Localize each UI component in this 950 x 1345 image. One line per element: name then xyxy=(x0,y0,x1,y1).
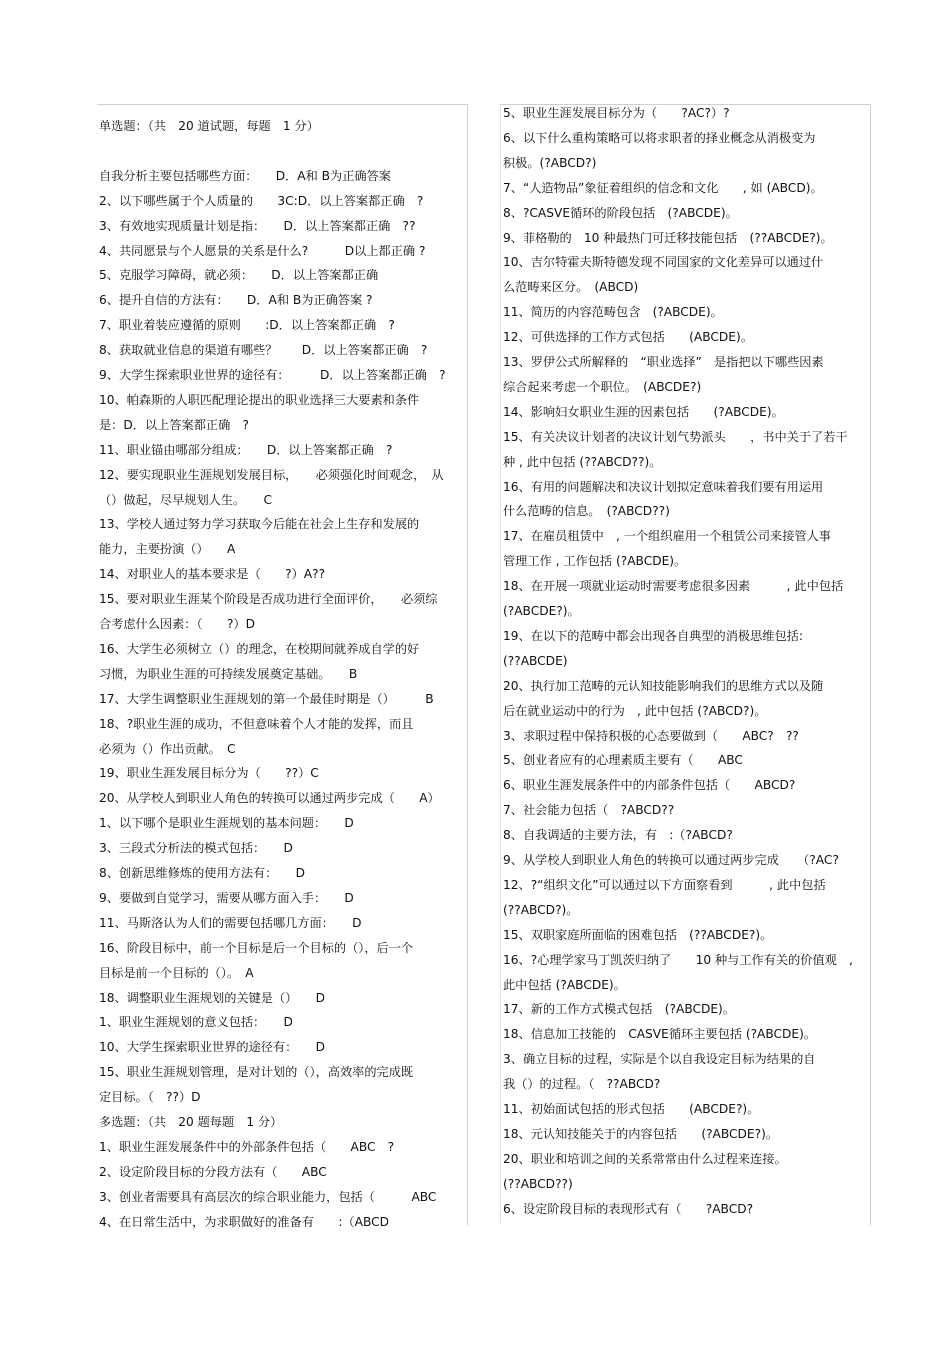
text-line: 积极。(?ABCD?) xyxy=(503,155,597,170)
text-line: 18、元认知技能关于的内容包括 (?ABCDE?)。 xyxy=(503,1126,779,1141)
text-line: 7、社会能力包括（ ?ABCD?? xyxy=(503,803,675,818)
text-line: 习惯，为职业生涯的可持续发展奠定基础。 B xyxy=(99,666,358,681)
text-line: 2、设定阶段目标的分段方法有（ ABC xyxy=(99,1164,327,1179)
text-line: 14、影响妇女职业生涯的因素包括 (?ABCDE)。 xyxy=(503,404,784,419)
text-line: 么范畴来区分。 (ABCD) xyxy=(503,280,639,295)
text-line: 定目标。（ ??）D xyxy=(99,1090,201,1105)
text-line: 17、在雇员租赁中 , 一个组织雇用一个租赁公司来接管人事 xyxy=(503,529,831,544)
text-line: 3、有效地实现质量计划是指： D．以上答案都正确 ?? xyxy=(99,218,416,233)
text-line: 9、从学校人到职业人角色的转换可以通过两步完成 （?AC? xyxy=(503,853,839,867)
text-line: 此中包括 (?ABCDE)。 xyxy=(503,977,626,992)
text-line: 3、三段式分析法的模式包括： D xyxy=(99,841,293,856)
text-line: 7、职业着装应遵循的原则 :D．以上答案都正确 ? xyxy=(99,318,395,333)
text-line: 必须为（）作出贡献。 C xyxy=(99,741,236,756)
text-line: 10、帕森斯的人职匹配理论提出的职业选择三大要素和条件 xyxy=(99,392,420,407)
text-line: 12、要实现职业生涯规划发展目标， 必须强化时间观念， 从 xyxy=(99,467,444,482)
text-line: 6、职业生涯发展条件中的内部条件包括（ ABCD? xyxy=(503,778,796,793)
text-line: 4、在日常生活中，为求职做好的准备有 :（ABCD xyxy=(99,1214,389,1229)
text-line: (??ABCD??) xyxy=(503,1176,573,1191)
text-line: 9、大学生探索职业世界的途径有： D．以上答案都正确 ? xyxy=(99,368,446,382)
text-line: (?ABCDE?)。 xyxy=(503,604,580,618)
text-line xyxy=(99,141,467,161)
text-line: 8、?CASVE循环的阶段包括 (?ABCDE)。 xyxy=(503,205,738,220)
text-line: 16、有用的问题解决和决议计划拟定意味着我们要有用运用 xyxy=(503,479,824,494)
text-line: 5、创业者应有的心理素质主要有（ ABC xyxy=(503,753,743,768)
text-line: 8、获取就业信息的渠道有哪些？ D．以上答案都正确 ? xyxy=(99,343,428,358)
text-line: 2、以下哪些属于个人质量的 3C:D．以上答案都正确 ? xyxy=(99,193,424,208)
text-line: 是：D．以上答案都正确 ? xyxy=(99,417,249,432)
text-line: 12、可供选择的工作方式包括 (ABCDE)。 xyxy=(503,330,753,345)
text-line: 3、确立目标的过程，实际是个以自我设定目标为结果的自 xyxy=(503,1052,816,1067)
right-column xyxy=(500,104,871,1225)
text-line: 单选题：（共 20 道试题，每题 1 分） xyxy=(99,119,319,133)
text-line: 20、从学校人到职业人角色的转换可以通过两步完成（ A） xyxy=(99,791,440,806)
text-line: 15、双职家庭所面临的困难包括 (??ABCDE?)。 xyxy=(503,927,773,942)
text-line: 16、?心理学家马丁凯茨归纳了 10 种与工作有关的价值观 , xyxy=(503,952,853,967)
text-line: 6、提升自信的方法有： D．A和 B为正确答案 ? xyxy=(99,293,373,308)
text-line: 11、马斯洛认为人们的需要包括哪几方面： D xyxy=(99,915,362,930)
text-line: 4、共同愿景与个人愿景的关系是什么? D以上都正确 ? xyxy=(99,243,426,258)
text-line: 7、“人造物品”象征着组织的信念和文化 , 如 (ABCD)。 xyxy=(503,180,823,195)
text-line: 18、调整职业生涯规划的关键是（） D xyxy=(99,990,325,1005)
text-line: (??ABCDE) xyxy=(503,653,568,668)
text-line: 1、以下哪个是职业生涯规划的基本问题： D xyxy=(99,816,354,831)
text-line: 1、职业生涯发展条件中的外部条件包括（ ABC ? xyxy=(99,1139,395,1154)
text-line: 8、创新思维修炼的使用方法有： D xyxy=(99,866,306,880)
text-line: 9、要做到自觉学习，需要从哪方面入手： D xyxy=(99,890,354,905)
text-line: 20、职业和培训之间的关系常常由什么过程来连接。 xyxy=(503,1151,787,1166)
text-line: 10、吉尔特霍夫斯特德发现不同国家的文化差异可以通过什 xyxy=(503,255,824,270)
text-line: 17、新的工作方式模式包括 (?ABCDE)。 xyxy=(503,1002,736,1017)
text-line: 18、?职业生涯的成功，不但意味着个人才能的发挥，而且 xyxy=(99,716,414,731)
text-line: 15、要对职业生涯某个阶段是否成功进行全面评价， 必须综 xyxy=(99,592,438,607)
text-line: 20、执行加工范畴的元认知技能影响我们的思维方式以及随 xyxy=(503,678,824,693)
text-line: 5、克服学习障碍，就必须： D．以上答案都正确 xyxy=(99,268,379,283)
text-line: 综合起来考虑一个职位。 (ABCDE?) xyxy=(503,379,702,394)
left-column xyxy=(97,104,468,1229)
text-line: 3、求职过程中保持积极的心态要做到（ ABC? ?? xyxy=(503,728,799,743)
text-line: 后在就业运动中的行为 , 此中包括 (?ABCD?)。 xyxy=(503,703,767,718)
text-line: 18、信息加工技能的 CASVE循环主要包括 (?ABCDE)。 xyxy=(503,1027,817,1042)
text-line: 19、职业生涯发展目标分为（ ??）C xyxy=(99,766,319,781)
text-line: 目标是前一个目标的（）。 A xyxy=(99,965,254,980)
text-line: 11、职业锚由哪部分组成： D．以上答案都正确 ? xyxy=(99,442,393,457)
text-line: 13、罗伊公式所解释的 “职业选择” 是指把以下哪些因素 xyxy=(503,355,824,369)
text-line: 3、创业者需要具有高层次的综合职业能力，包括（ ABC xyxy=(99,1189,437,1204)
text-line: （）做起，尽早规划人生。 C xyxy=(99,492,273,507)
text-line: 15、职业生涯规划管理，是对计划的（），高效率的完成既 xyxy=(99,1065,414,1080)
text-line: 管理工作 , 工作包括 (?ABCDE)。 xyxy=(503,554,687,569)
text-line: 9、菲格勒的 10 种最热门可迁移技能包括 (??ABCDE?)。 xyxy=(503,230,833,245)
text-line: 19、在以下的范畴中都会出现各自典型的消极思维包括: xyxy=(503,628,803,643)
text-line: (??ABCD?)。 xyxy=(503,902,579,917)
text-line: 6、设定阶段目标的表现形式有（ ?ABCD? xyxy=(503,1201,754,1216)
text-line: 11、简历的内容范畴包含 (?ABCDE)。 xyxy=(503,305,723,320)
text-line: 15、有关决议计划者的决议计划气势派头 ，书中关于了若干 xyxy=(503,429,848,444)
text-line: 1、职业生涯规划的意义包括： D xyxy=(99,1015,293,1030)
text-line: 16、大学生必须树立（）的理念，在校期间就养成自学的好 xyxy=(99,641,420,656)
text-line: 自我分析主要包括哪些方面： D．A和 B为正确答案 xyxy=(99,168,391,183)
text-line: 合考虑什么因素：（ ?）D xyxy=(99,617,256,631)
text-line: 什么范畴的信息。 (?ABCD??) xyxy=(503,504,670,519)
text-line: 13、学校人通过努力学习获取今后能在社会上生存和发展的 xyxy=(99,517,420,532)
text-line: 11、初始面试包括的形式包括 (ABCDE?)。 xyxy=(503,1102,760,1116)
text-line: 10、大学生探索职业世界的途径有： D xyxy=(99,1040,325,1055)
text-line: 8、自我调适的主要方法，有 :（?ABCD? xyxy=(503,828,733,843)
text-line: 14、对职业人的基本要求是（ ?）A?? xyxy=(99,567,326,582)
text-line: 种 , 此中包括 (??ABCD??)。 xyxy=(503,454,662,469)
text-line: 多选题：（共 20 题每题 1 分） xyxy=(99,1115,283,1129)
text-line: 17、大学生调整职业生涯规划的第一个最佳时期是（） B xyxy=(99,691,434,706)
text-line: 能力，主要扮演（） A xyxy=(99,542,236,557)
text-line: 18、在开展一项就业运动时需要考虑很多因素 , 此中包括 xyxy=(503,579,844,594)
text-line: 16、阶段目标中，前一个目标是后一个目标的（），后一个 xyxy=(99,940,414,955)
text-line: 我（）的过程。（ ??ABCD? xyxy=(503,1077,661,1092)
text-line: 6、以下什么重构策略可以将求职者的择业概念从消极变为 xyxy=(503,130,816,145)
text-line: 12、?“组织文化”可以通过以下方面察看到 , 此中包括 xyxy=(503,877,826,892)
text-line: 5、职业生涯发展目标分为（ ?AC?）? xyxy=(503,106,730,120)
